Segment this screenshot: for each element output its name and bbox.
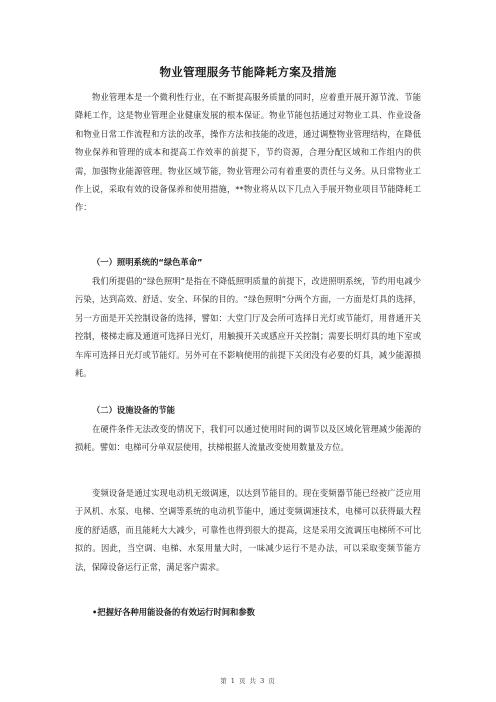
page-footer: 第 1 页 共 3 页 [220, 677, 276, 685]
section-heading-equipment: （二）设施设备的节能 [92, 405, 175, 415]
document-title: 物业管理服务节能降耗方案及措施 [159, 65, 337, 79]
bullet-item: •把握好各种用能设备的有效运行时间和参数 [92, 607, 255, 617]
intro-paragraph: 物业管理本是一个微利性行业，在不断提高服务质量的同时，应着重开展开源节流、节能降耗工作，这是物业管理企业健康发展的根本保证。物业节能包括通过对物业工具、作业设备和物业日常工作流程和方法的改革，操作方法和技能的改进，通过调整物业管理结构，在降低物业保养和管理的成本和提高工作效率的前提下，节约资源，合理分配区域和工作组内的供需，加强物业能源管理。物业区域节能，物业管理公司有着重要的责任与义务。从日常物业工作上说，采取有效的设备保养和使用措施，**物业将从以下几点入手展开物业项目节能降耗工作： [75, 92, 421, 213]
equipment-paragraph: 在硬件条件无法改变的情况下，我们可以通过使用时间的调节以及区域化管理减少能源的损耗。譬如：电梯可分单双层使用，扶梯根据人流量改变使用数量及方位。 [75, 424, 421, 453]
lighting-paragraph: 我们所提倡的“绿色照明”是指在不降低照明质量的前提下，改进照明系统，节约用电减少污染，达到高效、舒适、安全、环保的目的。“绿色照明”分两个方面，一方面是灯具的选择，另一方面是开关控制设备的选择，譬如：大堂门厅及会所可选择日光灯或节能灯，用普通开关控制，楼梯走廊及通道可选择日光灯，用触摸开关或感应开关控制；需要长明灯具的地下室或车库可选择日光灯或节能灯。另外可在不影响使用的前提下关闭没有必要的灯具，减少能源损耗。 [75, 276, 421, 379]
frequency-paragraph: 变频设备是通过实现电动机无级调速，以达到节能目的。现在变频器节能已经被广泛应用于风机、水泵、电梯、空调等系统的电动机节能中，通过变频调速技术，电梯可以获得最大程度的舒适感，而且能耗大大减少，可靠性也得到很大的提高，这是采用交流调压电梯所不可比拟的。因此，当空调、电梯、水泵用量大时，一味减少运行不是办法，可以采取变频节能方法，保障设备运行正常，满足客户需求。 [75, 488, 421, 572]
section-heading-lighting: （一）照明系统的“绿色革命” [92, 257, 203, 267]
